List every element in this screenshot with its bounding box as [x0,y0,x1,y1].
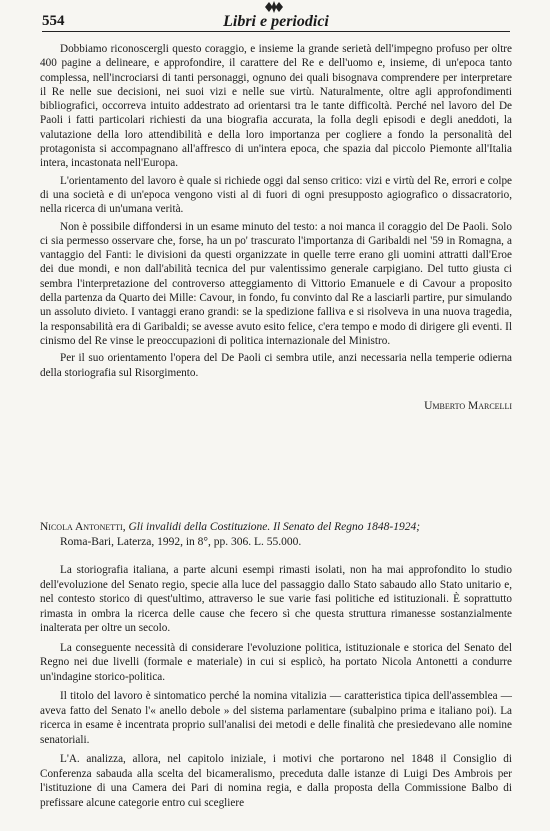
book-citation [40,520,512,550]
citation-details: Roma-Bari, Laterza, 1992, in 8°, pp. 306. L. 55.000. [60,536,302,548]
reviewer-signature: Umberto Marcelli [424,399,512,412]
review-2-paragraph: La storiografia italiana, a parte alcuni esempi rimasti isolati, non ha mai approfondito lo studio dell'evoluzione del Senato regio, specie alla luce del passaggio dallo Stato sabaudo allo Stato unitario e, nel contesto storico di quest'ultimo, attraverso le sue varie fasi politiche ed istituzionali. È soprattutto rimasta in ombra la ricerca delle cause che fecero sì che questa struttura rimanesse sostanzialmente inalterata per oltre un secolo. [40,564,512,634]
review-2-paragraph: L'A. analizza, allora, nel capitolo iniziale, i motivi che portarono nel 1848 il Consiglio di Conferenza sabauda alla scelta del bicameralismo, preceduta dalle istanze di Luigi Des Ambrois per l'istituzione di una Camera dei Pari di nomina regia, e dalla proposta della Commissione Balbo di prefissare alcune categorie entro cui scegliere [40,753,512,809]
page-number: 554 [42,13,65,29]
review-1-paragraph: Dobbiamo riconoscergli questo coraggio, e insieme la grande serietà dell'impegno profuso per oltre 400 pagine a delineare, e approfondire, il carattere del Re e dell'uomo e, insieme, di un'epoca tanto complessa, nell'incrociarsi di tanti personaggi, ognuno dei quali bisognava comprendere per interpretare il Re nelle sue decisioni, nei suoi vizi e nelle sue virtù. Naturalmente, oltre agli approfondimenti bibliografici, occorreva intuito addestrato ad orientarsi tra le tante difficoltà. Perché nel lavoro del De Paoli i fatti particolari richiesti da una biografia accurata, la folla degli episodi e degli aneddoti, la valutazione della loro attendibilità e della loro importanza per cogliere a fondo la personalità del protagonista si accompagnano all'affresco di un'intera epoca, che spazia dal piccolo Piemonte all'Italia intera, incastonata nell'Europa. [40,43,512,170]
ornament-icon [263,1,285,13]
review-1-paragraph: L'orientamento del lavoro è quale si richiede oggi dal senso critico: vizi e virtù del Re, errori e colpe di una società e di un'epoca vengono visti al di fuori di ogni presupposto agiografico o dissacratorio, nella ricerca di un'umana verità. [40,174,512,216]
review-2-paragraph: La conseguente necessità di considerare l'evoluzione politica, istituzionale e storica del Senato del Regno nei due livelli (formale e materiale) in cui si esplicò, ha portato Nicola Antonetti a condurre un'indagine storico-politica. [40,641,512,683]
review-1-paragraph: Non è possibile diffondersi in un esame minuto del testo: a noi manca il coraggio del De Paoli. Solo ci sia permesso osservare che, forse, ha un po' trascurato l'importanza di Garibaldi nel '59 in Romagna, a vantaggio del Fanti: le divisioni da questi organizzate in quelle terre erano gli uomini attratti dall'Eroe dei due mondi, e non dall'abilità tecnica del pur valentissimo generale carpigiano. Del tutto giusta ci sembra l'interpretazione del controverso atteggiamento di Vittorio Emanuele e di Cavour a proposito della partenza da Quarto dei Mille: Cavour, in fondo, fu convinto dal Re a lasciarli partire, pur simulando un assoluto divieto. I vantaggi erano grandi: se la spedizione falliva e si risolveva in una nuova tragedia, la responsabilità era di Garibaldi; se avesse avuto esito felice, c'era tempo e modo di dirigere gli eventi. Il cinismo del Re vinse le preoccupazioni di politica internazionale del Ministro. [40,220,512,347]
review-1 [40,42,512,412]
page-header [42,13,510,32]
review-2-paragraph: Il titolo del lavoro è sintomatico perché la nomina vitalizia — caratteristica tipica dell'assemblea — aveva fatto del Senato l'« anello debole » del sistema parlamentare (subalpino prima e italiano poi). La ricerca in esame è incentrata proprio sull'analisi dei metodi e delle finalità che presiedevano alle nomine senatoriali. [40,690,512,746]
citation-author: Nicola Antonetti, [40,521,126,533]
review-1-paragraph: Per il suo orientamento l'opera del De Paoli ci sembra utile, anzi necessaria nella temperie odierna della storiografia sul Risorgimento. [40,352,512,379]
running-title: Libri e periodici [223,13,329,30]
review-2 [40,563,512,815]
citation-title: Gli invalidi della Costituzione. Il Senato del Regno 1848-1924; [128,521,421,533]
